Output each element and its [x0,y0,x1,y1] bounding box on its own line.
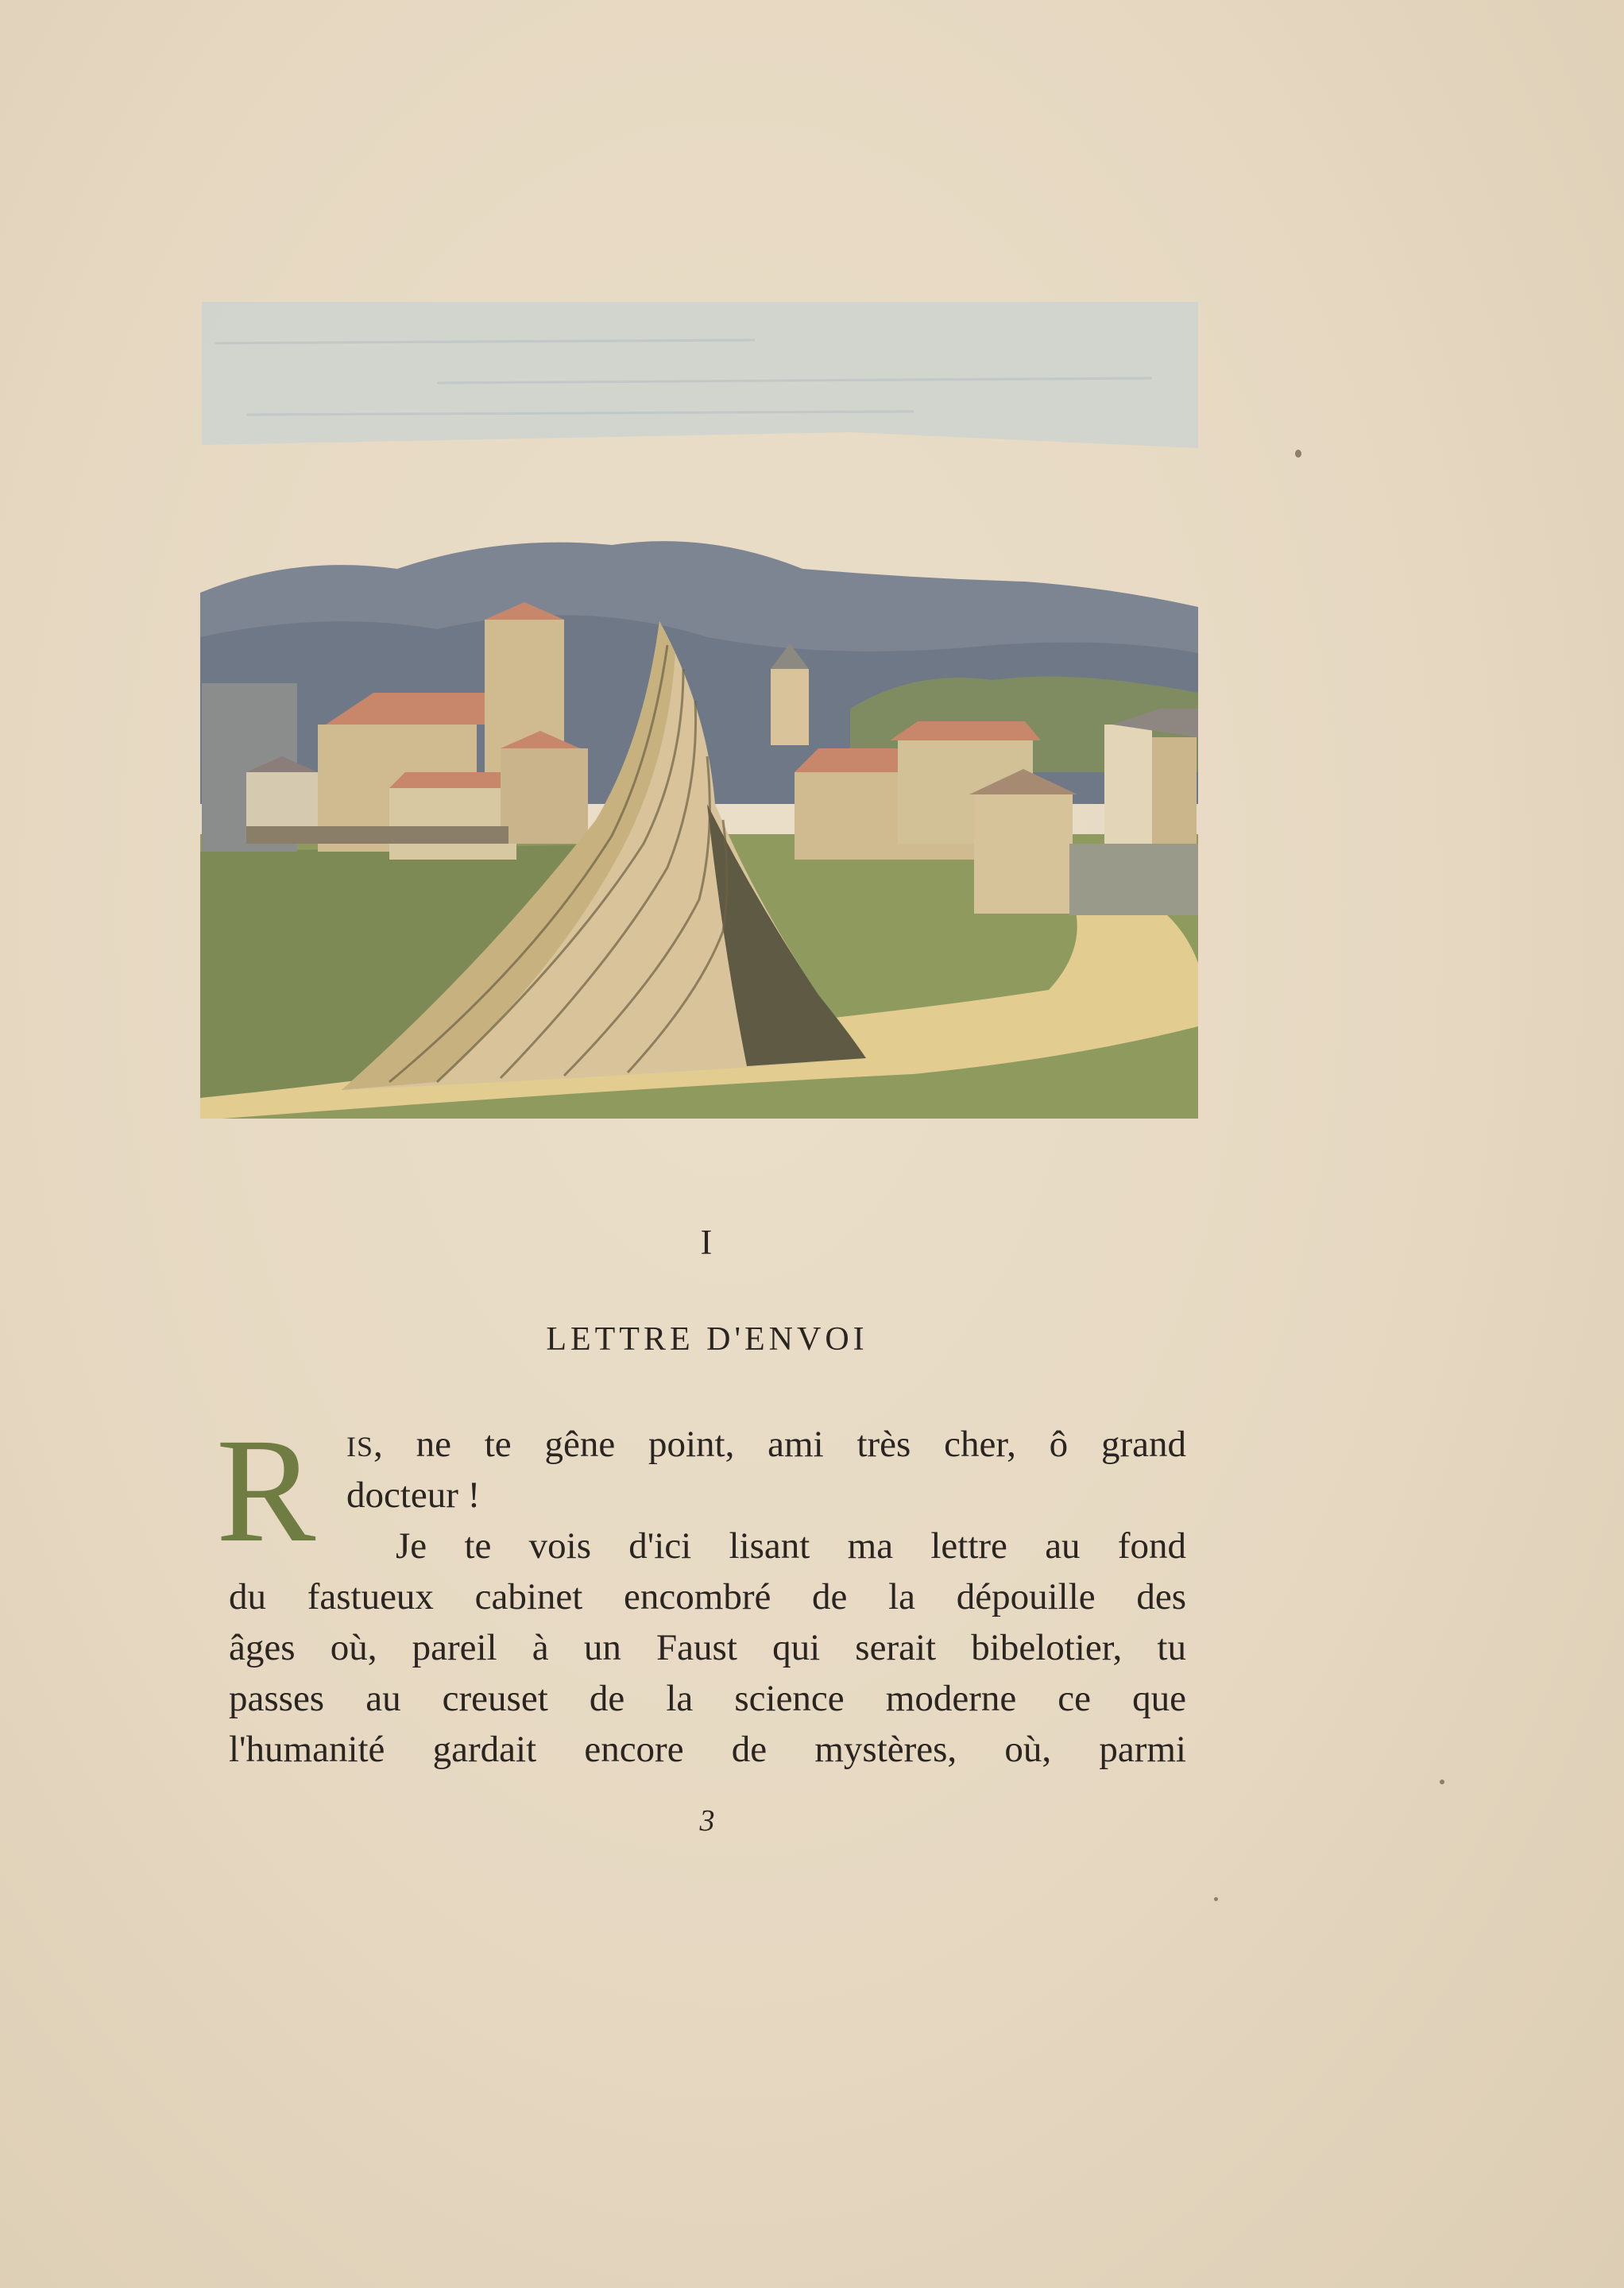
text-line-rest: , ne te gêne point, ami très cher, ô grand [373,1424,1186,1465]
drop-cap: R [216,1407,316,1573]
woodcut-illustration [199,296,1200,1122]
text-line-smallcaps: IS [346,1431,374,1463]
text-line: docteur ! [346,1474,481,1516]
paper-speck [1214,1897,1218,1901]
text-line: Je te vois d'ici lisant ma lettre au fond [396,1525,1186,1567]
chapter-number: I [700,1223,714,1262]
paper-speck [1440,1780,1444,1784]
text-line: passes au creuset de la science moderne ce que [229,1678,1186,1719]
text-line: âges où, pareil à un Faust qui serait bibelotier, tu [229,1627,1186,1668]
chapter-title: LETTRE D'ENVOI [546,1321,868,1358]
page-number: 3 [699,1804,715,1838]
body-text [229,1419,1186,1775]
text-line: l'humanité gardait encore de mystères, où, parmi [229,1729,1186,1770]
text-line: du fastueux cabinet encombré de la dépouille des [229,1576,1186,1617]
paper-speck [1295,450,1301,458]
text-line [229,1419,1186,1470]
